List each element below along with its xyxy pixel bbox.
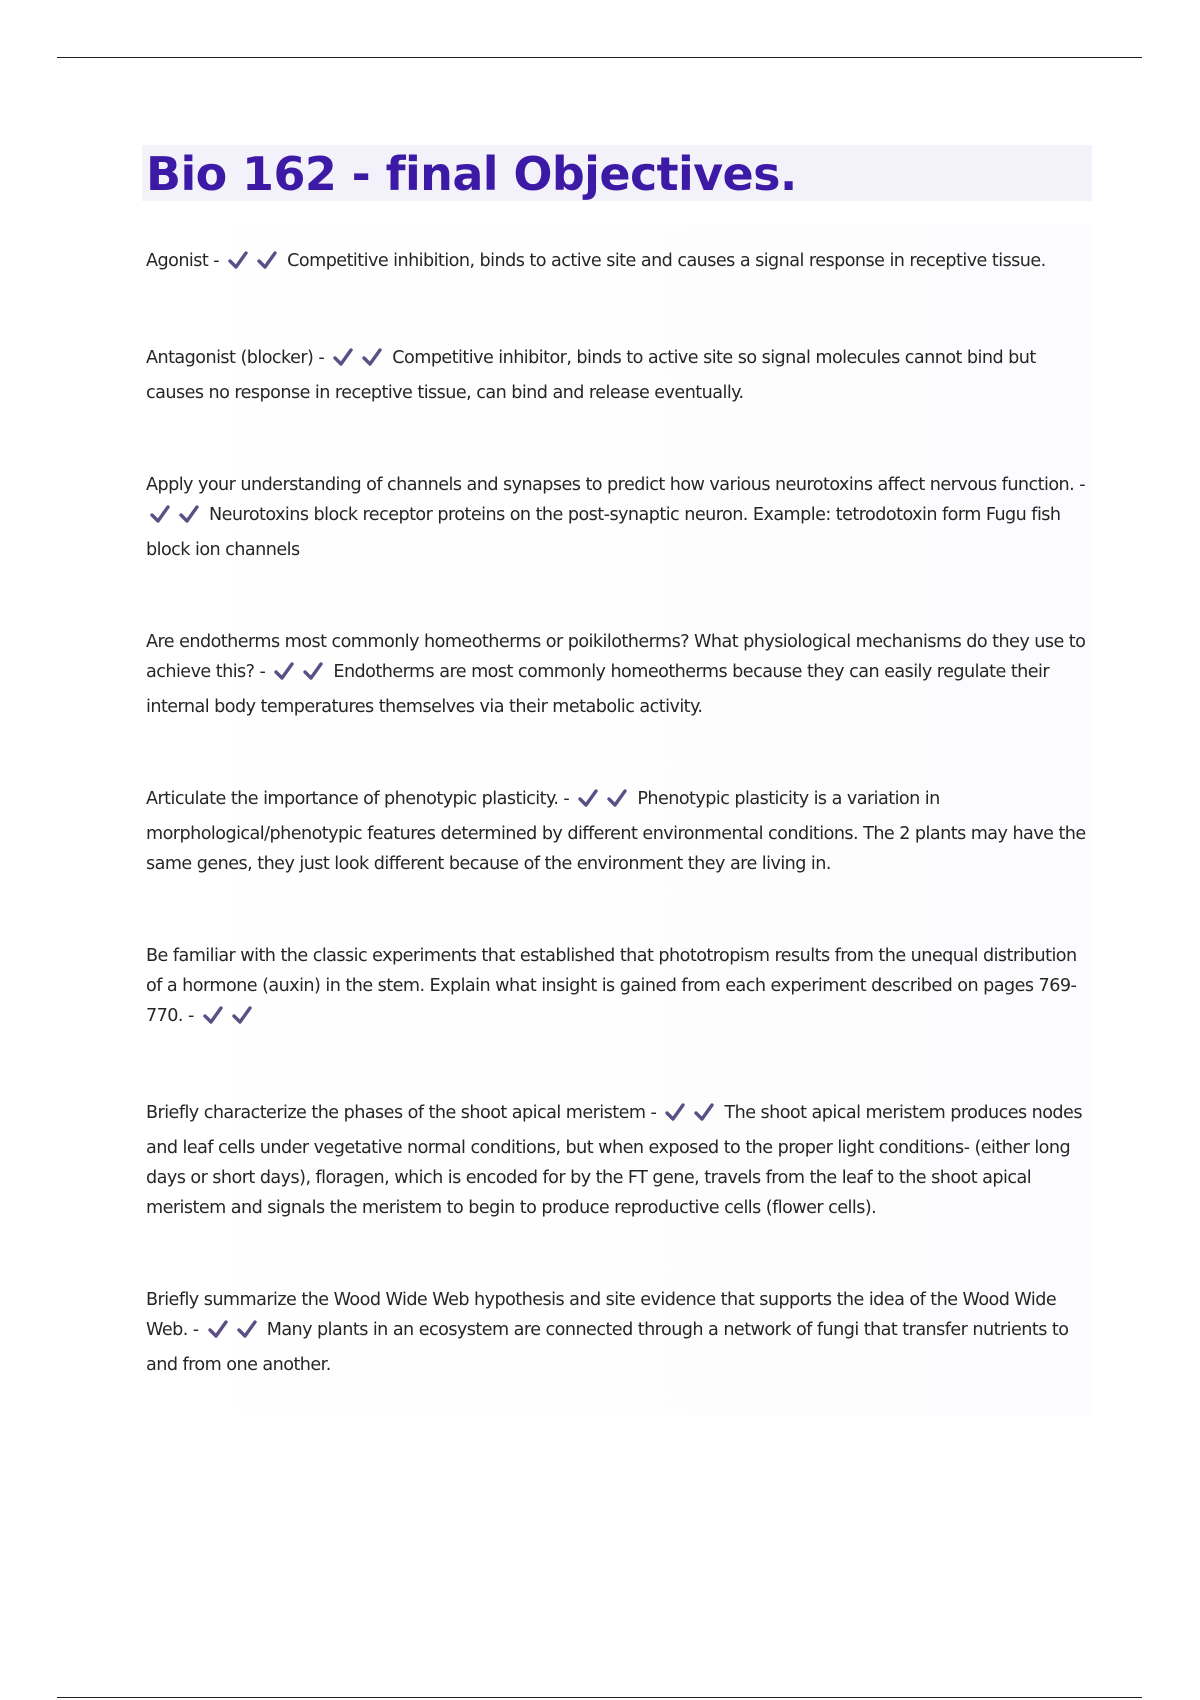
question-text: Antagonist (blocker) - <box>146 348 325 368</box>
qa-entry-antagonist <box>146 343 1092 408</box>
check-icon <box>207 1318 258 1350</box>
answer-text: Competitive inhibition, binds to active site and causes a signal response in receptive tissue. <box>287 251 1046 271</box>
answer-text: The shoot apical meristem produces nodes and leaf cells under vegetative normal conditions, but when exposed to the proper light conditions- (either long days or short days), floragen, which is encoded for by the FT gene, travels from the leaf to the shoot apical meristem and signals the meristem to begin to produce reproductive cells (flower cells). <box>146 1103 1082 1218</box>
answer-text: Endotherms are most commonly homeotherms because they can easily regulate their internal body temperatures themselves via their metabolic activity. <box>146 662 1050 717</box>
answer-text: Phenotypic plasticity is a variation in morphological/phenotypic features determined by different environmental conditions. The 2 plants may have the same genes, they just look different because of the environment they are living in. <box>146 789 1086 874</box>
qa-entry-shoot-apical-meristem <box>146 1098 1092 1223</box>
question-text: Briefly characterize the phases of the shoot apical meristem - <box>146 1103 657 1123</box>
answer-text: Neurotoxins block receptor proteins on the post-synaptic neuron. Example: tetrodotoxin form Fugu fish block ion channels <box>146 505 1061 560</box>
qa-entry-phenotypic-plasticity <box>146 784 1092 879</box>
question-text: Articulate the importance of phenotypic plasticity. - <box>146 789 570 809</box>
question-text: Be familiar with the classic experiments that established that phototropism results from the unequal distribution of a hormone (auxin) in the stem. Explain what insight is gained from each experiment described on pages 769-770. - <box>146 946 1077 1026</box>
question-text: Apply your understanding of channels and synapses to predict how various neurotoxins affect nervous function. - <box>146 475 1086 495</box>
qa-entry-phototropism <box>146 941 1092 1036</box>
answer-text: Many plants in an ecosystem are connected through a network of fungi that transfer nutrients to and from one another. <box>146 1320 1069 1375</box>
check-icon <box>202 1004 253 1036</box>
top-rule <box>57 57 1142 58</box>
answer-text: Competitive inhibitor, binds to active site so signal molecules cannot bind but causes no response in receptive tissue, can bind and release eventually. <box>146 348 1036 403</box>
question-text: Briefly summarize the Wood Wide Web hypothesis and site evidence that supports the idea of the Wood Wide Web. - <box>146 1290 1057 1340</box>
question-text: Agonist - <box>146 251 220 271</box>
check-icon <box>227 249 278 281</box>
check-icon <box>332 346 383 378</box>
page-title: Bio 162 - final Objectives. <box>146 147 797 201</box>
check-icon <box>664 1101 715 1133</box>
qa-list <box>146 246 1092 1442</box>
qa-entry-agonist <box>146 246 1092 281</box>
bottom-rule <box>57 1697 1142 1698</box>
qa-entry-neurotoxins <box>146 470 1092 565</box>
qa-entry-endotherms <box>146 627 1092 722</box>
check-icon <box>577 787 628 819</box>
check-icon <box>149 503 200 535</box>
question-text: Are endotherms most commonly homeotherms or poikilotherms? What physiological mechanisms do they use to achieve this? - <box>146 632 1086 682</box>
check-icon <box>273 660 324 692</box>
qa-entry-wood-wide-web <box>146 1285 1092 1380</box>
